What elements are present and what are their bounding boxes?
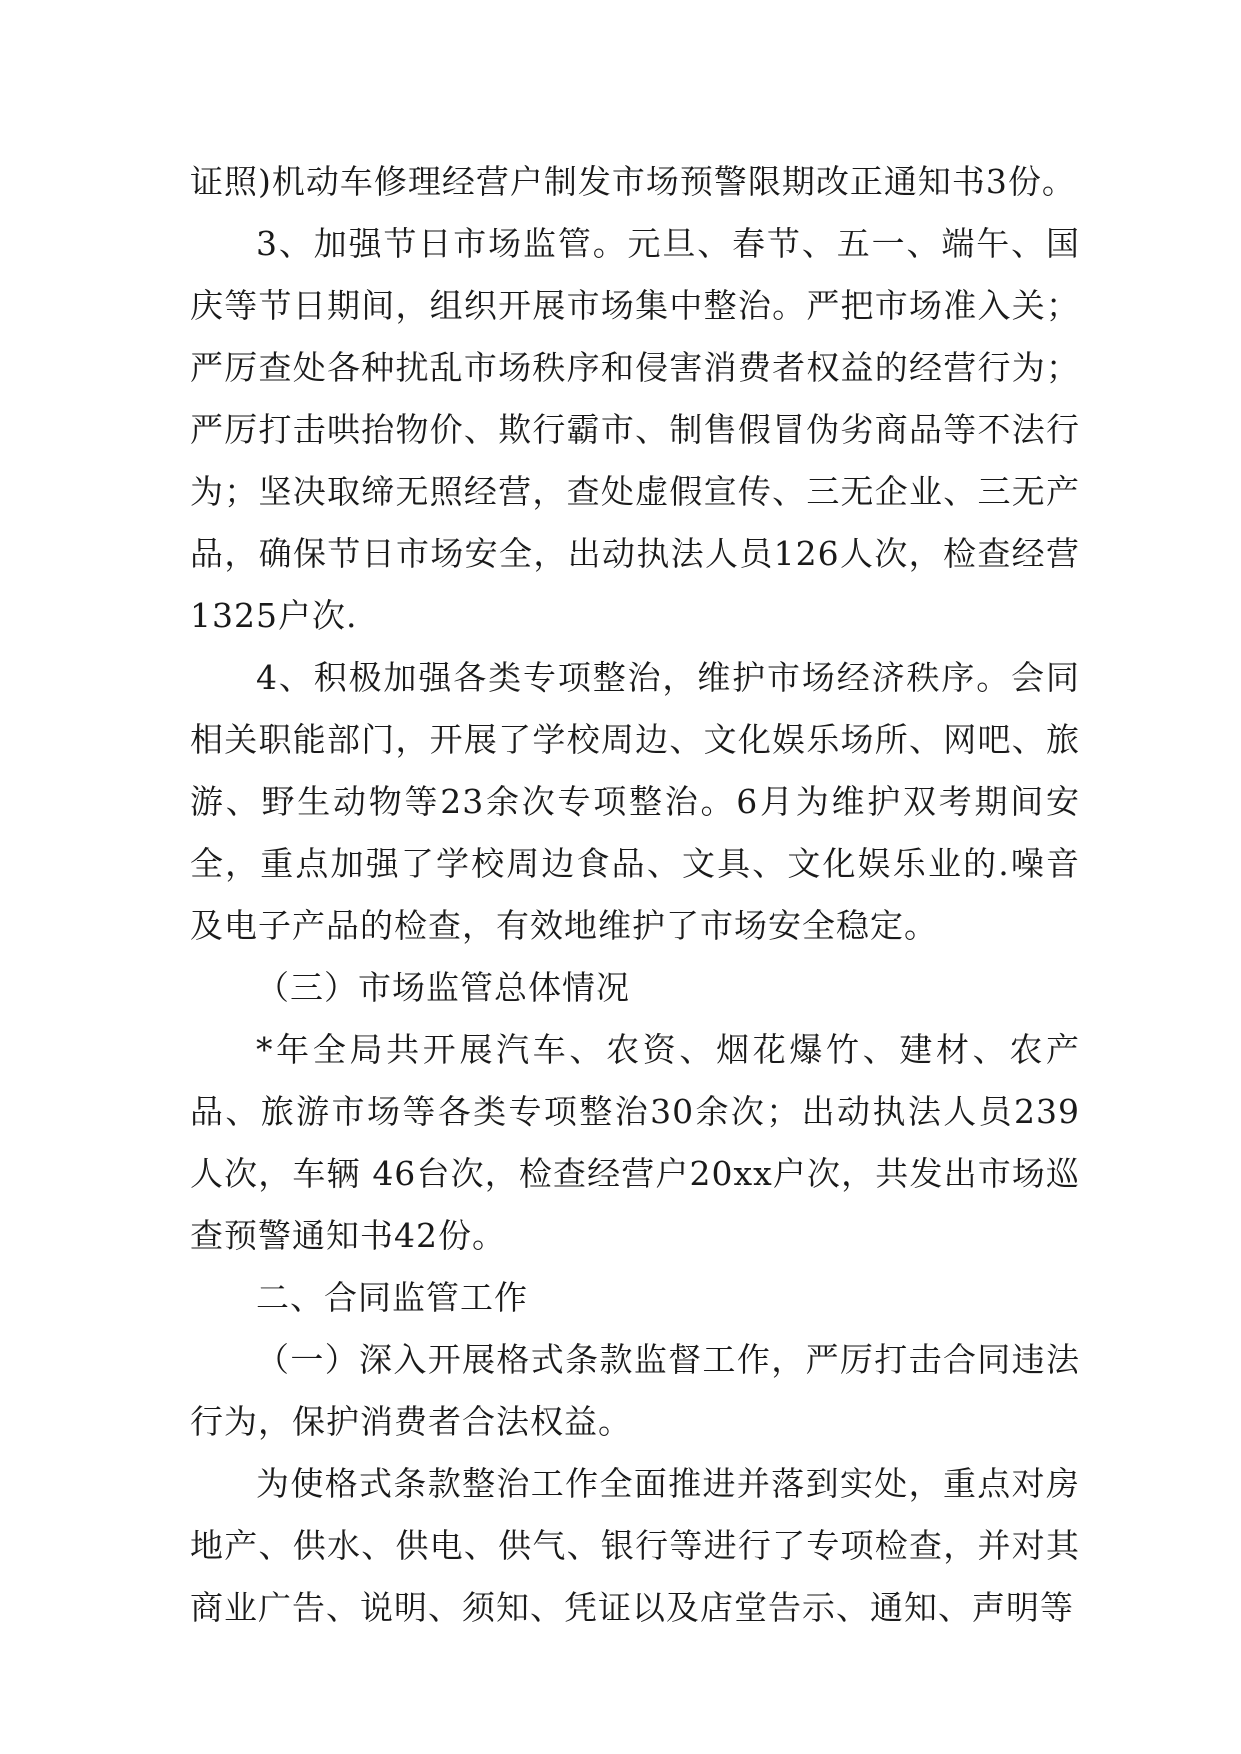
paragraph-format-clause-body: 为使格式条款整治工作全面推进并落到实处，重点对房地产、供水、供电、供气、银行等进行了专项检查，并对其商业广告、说明、须知、凭证以及店堂告示、通知、声明等: [190, 1464, 1080, 1627]
paragraph-holiday-market: 3、加强节日市场监管。元旦、春节、五一、端午、国庆等节日期间，组织开展市场集中整治。严把市场准入关；严厉查处各种扰乱市场秩序和侵害消费者权益的经营行为；严厉打击哄抬物价、欺行霸市、制售假冒伪劣商品等不法行为；坚决取缔无照经营，查处虚假宣传、三无企业、三无产品，确保节日市场安全，出动执法人员126人次，检查经营1325户次.: [190, 224, 1080, 635]
paragraph-overall-stats: *年全局共开展汽车、农资、烟花爆竹、建材、农产品、旅游市场等各类专项整治30余次；出动执法人员239 人次，车辆 46台次，检查经营户20xx户次，共发出市场巡查预警通知书42份。: [190, 1030, 1080, 1255]
paragraph-special-rectification: 4、积极加强各类专项整治，维护市场经济秩序。会同相关职能部门，开展了学校周边、文化娱乐场所、网吧、旅游、野生动物等23余次专项整治。6月为维护双考期间安全，重点加强了学校周边食品、文具、文化娱乐业的.噪音及电子产品的检查，有效地维护了市场安全稳定。: [190, 658, 1080, 945]
section-heading-overall: （三）市场监管总体情况: [256, 968, 630, 1007]
paragraph-continuation: 证照)机动车修理经营户制发市场预警限期改正通知书3份。: [190, 162, 1076, 201]
section-heading-contract: 二、合同监管工作: [256, 1278, 528, 1317]
paragraph-format-clause-heading: （一）深入开展格式条款监督工作，严厉打击合同违法行为，保护消费者合法权益。: [190, 1340, 1080, 1441]
document-body: [190, 151, 1080, 1639]
